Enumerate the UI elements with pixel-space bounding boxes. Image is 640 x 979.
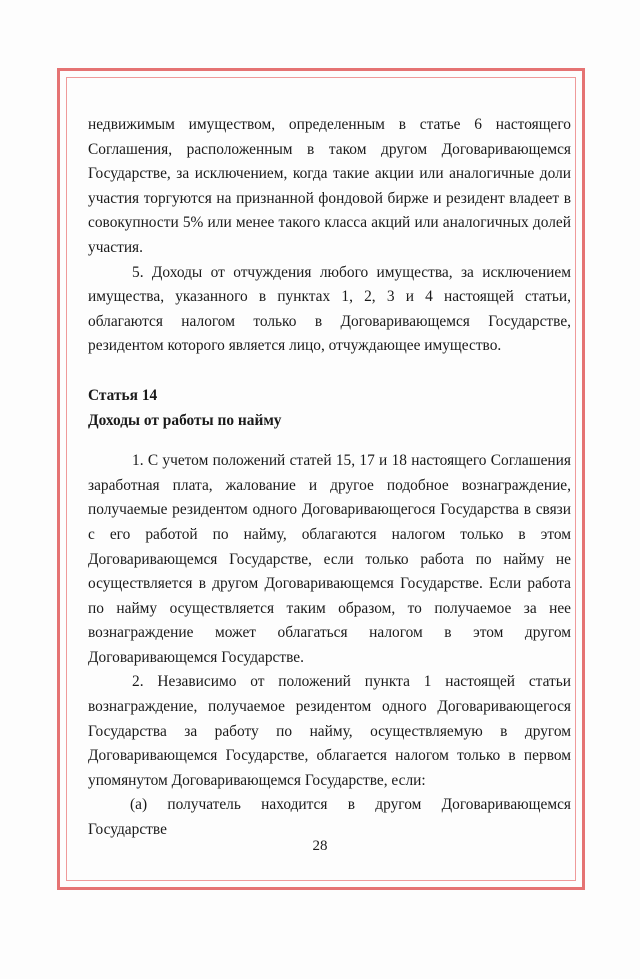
article-heading	[88, 384, 571, 433]
paragraph-continuation: недвижимым имуществом, определенным в статье 6 настоящего Соглашения, расположенным в таком другом Договаривающемся Государстве, за исключением, когда такие акции или аналогичные доли участия торгуются на признанной фондовой бирже и резидент владеет в совокупности 5% или менее такого класса акций или аналогичных долей участия.	[88, 116, 571, 256]
page-content	[88, 113, 571, 843]
article-title: Доходы от работы по найму	[88, 411, 282, 429]
paragraph-art14-item-1: 1. С учетом положений статей 15, 17 и 18 настоящего Соглашения заработная плата, жалование и другое подобное вознаграждение, получаемые резидентом одного Договаривающегося Государства в связи с его работой по найму, облагаются налогом только в этом Договаривающемся Государстве, если только работа по найму не осуществляется в другом Договаривающемся Государстве. Если работа по найму осуществляется таким образом, то получаемое за нее вознаграждение может облагаться налогом в этом другом Договаривающемся Государстве.	[88, 452, 571, 666]
paragraph-item-5: 5. Доходы от отчуждения любого имущества, за исключением имущества, указанного в пунктах 1, 2, 3 и 4 настоящей статьи, облагаются налогом только в Договаривающемся Государстве, резидентом которого является лицо, отчуждающее имущество.	[88, 263, 571, 355]
paragraph-art14-item-2a: (а) получатель находится в другом Договаривающемся Государстве	[88, 796, 571, 839]
paragraph-art14-item-2: 2. Независимо от положений пункта 1 настоящей статьи вознаграждение, получаемое резидентом одного Договаривающегося Государства за работу по найму, осуществляемую в другом Договаривающемся Государстве, облагается налогом только в первом упомянутом Договаривающемся Государстве, если:	[88, 673, 571, 789]
article-number: Статья 14	[88, 386, 158, 404]
page-number: 28	[312, 838, 328, 854]
